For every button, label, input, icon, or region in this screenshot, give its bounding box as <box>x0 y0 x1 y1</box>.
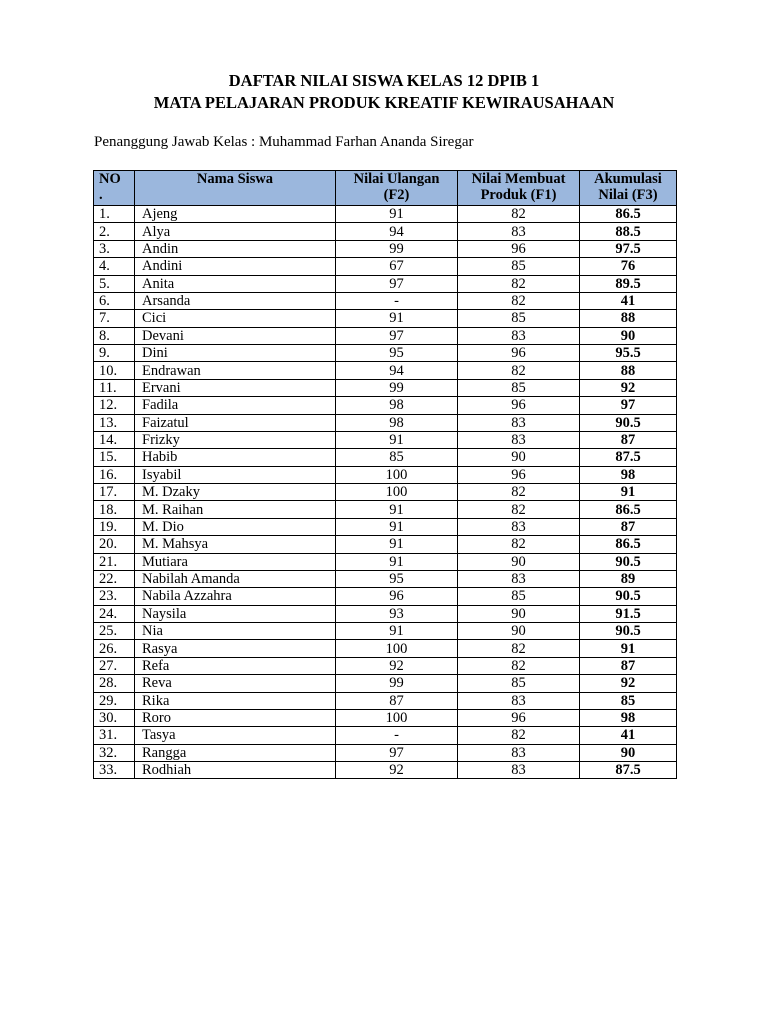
cell-akumulasi: 76 <box>580 258 677 275</box>
cell-nama: Habib <box>135 449 336 466</box>
cell-ulangan: 98 <box>336 397 458 414</box>
cell-nama: Rika <box>135 692 336 709</box>
header-produk-line2: Produk (F1) <box>480 187 557 203</box>
table-row <box>94 536 677 553</box>
cell-nama: Andini <box>135 258 336 275</box>
table-row <box>94 570 677 587</box>
table-row <box>94 657 677 674</box>
table-row <box>94 258 677 275</box>
table-row <box>94 206 677 223</box>
cell-akumulasi: 91 <box>580 484 677 501</box>
cell-nama: Nabilah Amanda <box>135 570 336 587</box>
cell-ulangan: 95 <box>336 570 458 587</box>
table-row <box>94 727 677 744</box>
cell-no: 25. <box>94 623 135 640</box>
cell-akumulasi: 91.5 <box>580 605 677 622</box>
cell-ulangan: - <box>336 727 458 744</box>
header-no-line1: NO <box>99 171 121 187</box>
table-row <box>94 762 677 779</box>
cell-no: 29. <box>94 692 135 709</box>
cell-nama: M. Dio <box>135 518 336 535</box>
table-row <box>94 414 677 431</box>
cell-akumulasi: 89 <box>580 570 677 587</box>
header-produk-line1: Nilai Membuat <box>471 171 566 187</box>
cell-no: 18. <box>94 501 135 518</box>
cell-akumulasi: 92 <box>580 379 677 396</box>
cell-nama: Anita <box>135 275 336 292</box>
header-ulangan-line2: (F2) <box>383 187 410 203</box>
cell-no: 9. <box>94 345 135 362</box>
cell-produk: 83 <box>458 762 580 779</box>
cell-ulangan: - <box>336 292 458 309</box>
cell-nama: Faizatul <box>135 414 336 431</box>
header-akumulasi <box>580 171 677 206</box>
cell-nama: Andin <box>135 240 336 257</box>
cell-nama: Rangga <box>135 744 336 761</box>
header-akumulasi-line2: Nilai (F3) <box>598 187 658 203</box>
cell-akumulasi: 86.5 <box>580 501 677 518</box>
cell-nama: Fadila <box>135 397 336 414</box>
cell-ulangan: 100 <box>336 709 458 726</box>
table-row <box>94 501 677 518</box>
header-produk <box>458 171 580 206</box>
cell-produk: 82 <box>458 501 580 518</box>
cell-no: 24. <box>94 605 135 622</box>
table-row <box>94 431 677 448</box>
table-row <box>94 640 677 657</box>
cell-akumulasi: 86.5 <box>580 206 677 223</box>
cell-ulangan: 95 <box>336 345 458 362</box>
cell-akumulasi: 91 <box>580 640 677 657</box>
cell-ulangan: 100 <box>336 640 458 657</box>
cell-nama: Reva <box>135 675 336 692</box>
table-row <box>94 397 677 414</box>
cell-no: 28. <box>94 675 135 692</box>
cell-produk: 85 <box>458 258 580 275</box>
cell-ulangan: 97 <box>336 327 458 344</box>
cell-nama: Endrawan <box>135 362 336 379</box>
cell-nama: Rasya <box>135 640 336 657</box>
cell-nama: Ervani <box>135 379 336 396</box>
cell-ulangan: 91 <box>336 553 458 570</box>
cell-produk: 83 <box>458 414 580 431</box>
cell-no: 2. <box>94 223 135 240</box>
cell-nama: Roro <box>135 709 336 726</box>
cell-produk: 90 <box>458 623 580 640</box>
header-akumulasi-line1: Akumulasi <box>594 171 662 187</box>
cell-no: 13. <box>94 414 135 431</box>
cell-ulangan: 96 <box>336 588 458 605</box>
cell-akumulasi: 85 <box>580 692 677 709</box>
header-ulangan <box>336 171 458 206</box>
cell-produk: 82 <box>458 657 580 674</box>
cell-nama: M. Dzaky <box>135 484 336 501</box>
cell-akumulasi: 90.5 <box>580 553 677 570</box>
cell-ulangan: 100 <box>336 484 458 501</box>
cell-no: 32. <box>94 744 135 761</box>
table-header-row <box>94 171 677 206</box>
cell-no: 3. <box>94 240 135 257</box>
table-row <box>94 362 677 379</box>
cell-ulangan: 85 <box>336 449 458 466</box>
table-row <box>94 275 677 292</box>
table-row <box>94 345 677 362</box>
cell-produk: 83 <box>458 692 580 709</box>
cell-no: 11. <box>94 379 135 396</box>
cell-no: 17. <box>94 484 135 501</box>
cell-ulangan: 91 <box>336 206 458 223</box>
cell-ulangan: 91 <box>336 501 458 518</box>
cell-akumulasi: 89.5 <box>580 275 677 292</box>
table-row <box>94 605 677 622</box>
cell-ulangan: 92 <box>336 762 458 779</box>
cell-produk: 83 <box>458 327 580 344</box>
cell-no: 1. <box>94 206 135 223</box>
cell-ulangan: 91 <box>336 536 458 553</box>
cell-no: 26. <box>94 640 135 657</box>
header-no-line2: . <box>99 187 103 203</box>
cell-produk: 96 <box>458 397 580 414</box>
cell-nama: Dini <box>135 345 336 362</box>
cell-produk: 82 <box>458 362 580 379</box>
cell-ulangan: 91 <box>336 518 458 535</box>
cell-produk: 96 <box>458 466 580 483</box>
cell-nama: M. Raihan <box>135 501 336 518</box>
table-body <box>94 206 677 779</box>
cell-nama: Isyabil <box>135 466 336 483</box>
cell-no: 4. <box>94 258 135 275</box>
cell-nama: Alya <box>135 223 336 240</box>
cell-nama: Mutiara <box>135 553 336 570</box>
cell-ulangan: 94 <box>336 223 458 240</box>
header-ulangan-line1: Nilai Ulangan <box>353 171 440 187</box>
table-row <box>94 327 677 344</box>
cell-nama: Ajeng <box>135 206 336 223</box>
cell-akumulasi: 87 <box>580 657 677 674</box>
table-row <box>94 675 677 692</box>
cell-ulangan: 87 <box>336 692 458 709</box>
table-row <box>94 744 677 761</box>
cell-no: 5. <box>94 275 135 292</box>
cell-akumulasi: 92 <box>580 675 677 692</box>
cell-produk: 90 <box>458 605 580 622</box>
cell-produk: 96 <box>458 345 580 362</box>
cell-akumulasi: 97 <box>580 397 677 414</box>
cell-nama: Refa <box>135 657 336 674</box>
cell-ulangan: 93 <box>336 605 458 622</box>
cell-akumulasi: 90.5 <box>580 414 677 431</box>
cell-akumulasi: 90.5 <box>580 588 677 605</box>
cell-produk: 83 <box>458 518 580 535</box>
cell-produk: 82 <box>458 640 580 657</box>
table-row <box>94 223 677 240</box>
table-row <box>94 292 677 309</box>
cell-nama: Frizky <box>135 431 336 448</box>
cell-akumulasi: 41 <box>580 292 677 309</box>
cell-produk: 85 <box>458 379 580 396</box>
cell-nama: Nabila Azzahra <box>135 588 336 605</box>
cell-no: 16. <box>94 466 135 483</box>
table-row <box>94 379 677 396</box>
document-title: DAFTAR NILAI SISWA KELAS 12 DPIB 1 <box>228 71 540 90</box>
cell-ulangan: 98 <box>336 414 458 431</box>
cell-no: 14. <box>94 431 135 448</box>
cell-akumulasi: 88 <box>580 362 677 379</box>
cell-produk: 82 <box>458 275 580 292</box>
cell-produk: 83 <box>458 570 580 587</box>
cell-no: 6. <box>94 292 135 309</box>
document-subtitle: MATA PELAJARAN PRODUK KREATIF KEWIRAUSAHAAN <box>153 93 615 112</box>
cell-akumulasi: 88 <box>580 310 677 327</box>
table-row <box>94 310 677 327</box>
cell-produk: 96 <box>458 709 580 726</box>
cell-no: 21. <box>94 553 135 570</box>
table-row <box>94 518 677 535</box>
cell-akumulasi: 87 <box>580 518 677 535</box>
cell-akumulasi: 95.5 <box>580 345 677 362</box>
cell-akumulasi: 90.5 <box>580 623 677 640</box>
table-row <box>94 240 677 257</box>
cell-ulangan: 99 <box>336 675 458 692</box>
cell-no: 31. <box>94 727 135 744</box>
cell-produk: 82 <box>458 484 580 501</box>
cell-akumulasi: 98 <box>580 466 677 483</box>
cell-no: 20. <box>94 536 135 553</box>
cell-no: 22. <box>94 570 135 587</box>
cell-no: 30. <box>94 709 135 726</box>
cell-produk: 83 <box>458 223 580 240</box>
cell-produk: 85 <box>458 588 580 605</box>
cell-akumulasi: 90 <box>580 744 677 761</box>
cell-akumulasi: 97.5 <box>580 240 677 257</box>
cell-akumulasi: 98 <box>580 709 677 726</box>
cell-produk: 85 <box>458 310 580 327</box>
cell-akumulasi: 87.5 <box>580 449 677 466</box>
table-row <box>94 449 677 466</box>
cell-produk: 82 <box>458 727 580 744</box>
cell-no: 23. <box>94 588 135 605</box>
table-row <box>94 553 677 570</box>
cell-no: 33. <box>94 762 135 779</box>
cell-ulangan: 99 <box>336 379 458 396</box>
cell-ulangan: 97 <box>336 275 458 292</box>
cell-no: 10. <box>94 362 135 379</box>
cell-nama: Cici <box>135 310 336 327</box>
cell-ulangan: 67 <box>336 258 458 275</box>
cell-nama: Rodhiah <box>135 762 336 779</box>
cell-nama: Tasya <box>135 727 336 744</box>
cell-ulangan: 92 <box>336 657 458 674</box>
cell-produk: 82 <box>458 206 580 223</box>
table-row <box>94 692 677 709</box>
cell-ulangan: 100 <box>336 466 458 483</box>
table-row <box>94 466 677 483</box>
cell-nama: Devani <box>135 327 336 344</box>
cell-ulangan: 94 <box>336 362 458 379</box>
cell-produk: 90 <box>458 553 580 570</box>
cell-ulangan: 91 <box>336 623 458 640</box>
cell-nama: M. Mahsya <box>135 536 336 553</box>
cell-no: 15. <box>94 449 135 466</box>
table-row <box>94 709 677 726</box>
cell-ulangan: 99 <box>336 240 458 257</box>
cell-no: 8. <box>94 327 135 344</box>
cell-ulangan: 91 <box>336 310 458 327</box>
cell-produk: 83 <box>458 744 580 761</box>
cell-no: 12. <box>94 397 135 414</box>
cell-produk: 90 <box>458 449 580 466</box>
cell-akumulasi: 87 <box>580 431 677 448</box>
cell-akumulasi: 87.5 <box>580 762 677 779</box>
cell-no: 27. <box>94 657 135 674</box>
grades-table <box>93 170 677 779</box>
penanggung-jawab: Penanggung Jawab Kelas : Muhammad Farhan Ananda Siregar <box>94 134 474 150</box>
cell-akumulasi: 90 <box>580 327 677 344</box>
cell-produk: 82 <box>458 536 580 553</box>
table-row <box>94 588 677 605</box>
cell-produk: 96 <box>458 240 580 257</box>
cell-akumulasi: 88.5 <box>580 223 677 240</box>
header-no <box>94 171 135 206</box>
cell-akumulasi: 41 <box>580 727 677 744</box>
cell-akumulasi: 86.5 <box>580 536 677 553</box>
cell-nama: Nia <box>135 623 336 640</box>
cell-ulangan: 97 <box>336 744 458 761</box>
cell-produk: 82 <box>458 292 580 309</box>
cell-produk: 83 <box>458 431 580 448</box>
table-row <box>94 623 677 640</box>
cell-nama: Naysila <box>135 605 336 622</box>
table-row <box>94 484 677 501</box>
cell-no: 19. <box>94 518 135 535</box>
cell-nama: Arsanda <box>135 292 336 309</box>
header-nama: Nama Siswa <box>135 171 336 206</box>
cell-produk: 85 <box>458 675 580 692</box>
cell-ulangan: 91 <box>336 431 458 448</box>
cell-no: 7. <box>94 310 135 327</box>
